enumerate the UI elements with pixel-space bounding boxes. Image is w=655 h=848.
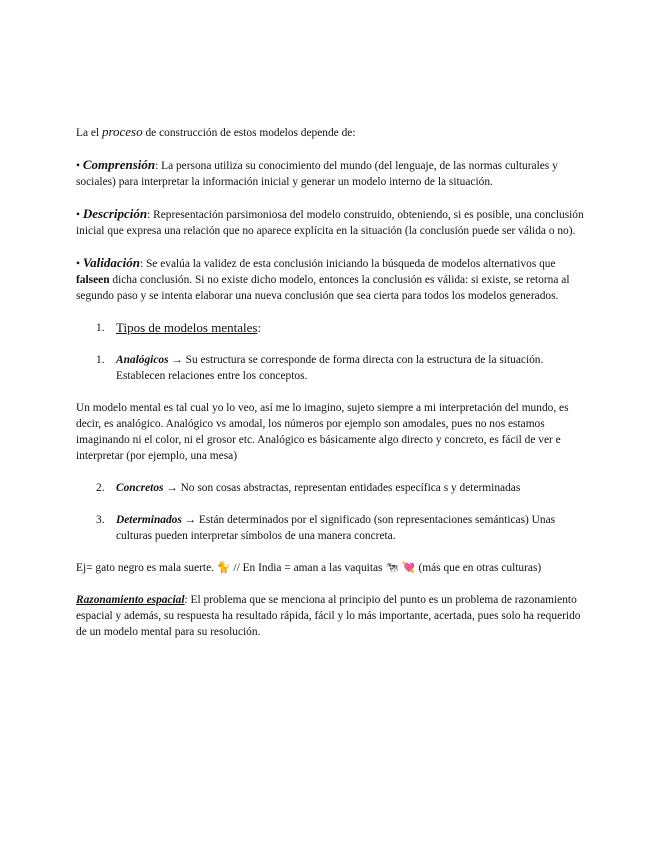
modelo-mental-paragraph: Un modelo mental es tal cual yo lo veo, así me lo imagino, sujeto siempre a mi interpretación del mundo, es decir, es analógico. Analógico vs amodal, los números por ejemplo son amodales, pues no nos estamos imaginando ni el color, ni el grosor etc. Analógico es básicamente algo directo y concreto, es fácil de ver e interpretar (por ejemplo, una mesa): [76, 402, 569, 462]
intro-italic: proceso: [101, 124, 143, 139]
tipos-heading: [76, 320, 584, 336]
list-number: 2.: [96, 482, 105, 494]
razonamiento-term: Razonamiento espacial: [76, 594, 185, 606]
concretos-term: Concretos: [116, 482, 164, 494]
list-number: 3.: [96, 514, 105, 526]
descripcion-text: : Representación parsimoniosa del modelo construido, obteniendo, si es posible, una conclusión inicial que expresa una relación que no aparece explícita en la situación (la conclusión puede ser válida o no).: [76, 209, 584, 237]
analogicos-term: Analógicos: [116, 354, 169, 366]
validacion-text1: : Se evalúa la validez de esta conclusión iniciando la búsqueda de modelos alternativos que: [139, 258, 556, 270]
intro-pre: La el: [76, 127, 102, 139]
comprension-term: Comprensión: [82, 157, 156, 172]
comprension-text: : La persona utiliza su conocimiento del mundo (del lenguaje, de las normas culturales y sociales) para interpretar la información inicial y generar un modelo interno de la situación.: [76, 160, 558, 188]
arrow: →: [181, 514, 199, 526]
ejemplo-text1: Ej= gato negro es mala suerte.: [76, 562, 217, 574]
intro-paragraph: [76, 124, 584, 141]
analogicos-item: [76, 352, 584, 384]
list-number: 1.: [96, 354, 105, 366]
ejemplo-text2: // En India = aman a las vaquitas: [230, 562, 386, 574]
tipos-label: Tipos de modelos mentales: [116, 320, 258, 335]
determinados-text: Están determinados por el significado (son representaciones semánticas) Unas culturas pueden interpretar símbolos de una manera concreta.: [116, 514, 556, 542]
validacion-term: Validación: [82, 255, 140, 270]
arrow: →: [168, 354, 186, 366]
concretos-text: No son cosas abstractas, representan entidades específica s y determinadas: [180, 482, 521, 494]
razonamiento-text: : El problema que se menciona al principio del punto es un problema de razonamiento espacial y además, su respuesta ha resultado rápida, fácil y lo más importante, acertada, pues solo ha requerido de un modelo mental para su resolución.: [76, 594, 581, 638]
descripcion-term: Descripción: [82, 206, 148, 221]
analogicos-text: Su estructura se corresponde de forma directa con la estructura de la situación. Establecen relaciones entre los conceptos.: [116, 354, 544, 382]
ejemplo-paragraph: [76, 560, 584, 576]
document-page: [76, 124, 584, 656]
descripcion-paragraph: [76, 206, 584, 239]
validacion-text2: dicha conclusión. Si no existe dicho modelo, entonces la conclusión es válida: si existe, se retorna al segundo paso y se intenta elaborar una nueva conclusión que sea cierta para todos los modelos generados.: [76, 274, 570, 302]
list-number: 1.: [96, 322, 105, 334]
concretos-item: [76, 480, 584, 496]
arrow: →: [163, 482, 181, 494]
bullet: •: [76, 209, 80, 221]
tipos-colon: :: [257, 320, 262, 335]
validacion-paragraph: [76, 255, 584, 304]
comprension-paragraph: [76, 157, 584, 190]
validacion-bold: falseen: [76, 274, 110, 286]
heart-arrow-icon: 💘: [401, 561, 416, 574]
determinados-term: Determinados: [116, 514, 182, 526]
determinados-item: [76, 512, 584, 544]
razonamiento-paragraph: [76, 592, 584, 640]
bullet: •: [76, 160, 80, 172]
cow-icon: 🐄: [385, 561, 400, 574]
bullet: •: [76, 258, 80, 270]
black-cat-icon: 🐈: [216, 561, 231, 574]
ejemplo-text3: (más que en otras culturas): [415, 562, 542, 574]
intro-post: de construcción de estos modelos depende de:: [142, 127, 356, 139]
